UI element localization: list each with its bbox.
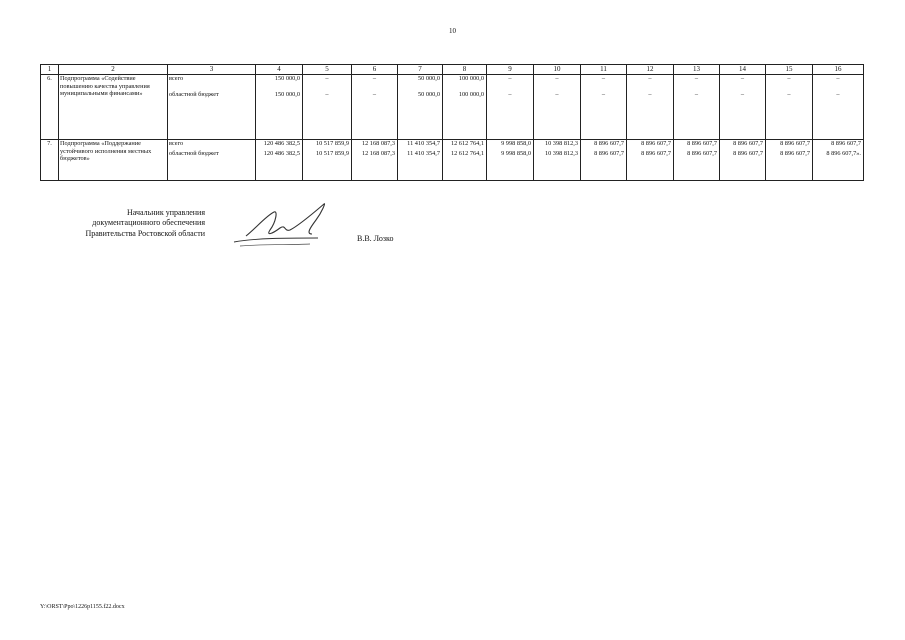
budget-table [40, 64, 864, 181]
file-path: Y:\ORST\Ppo\1226p1155.f22.docx [40, 604, 125, 610]
value-cell: – [303, 74, 352, 91]
table-row [41, 139, 864, 150]
value-cell: 50 000,0 [398, 74, 443, 91]
position-line: Начальник управления [126, 208, 205, 217]
header-cell: 5 [303, 65, 352, 75]
page-number: 10 [449, 27, 456, 35]
value-cell: 8 896 607,7». [813, 150, 864, 181]
value-cell: – [627, 74, 674, 91]
value-cell: – [674, 91, 720, 140]
value-cell: 11 410 354,7 [398, 150, 443, 181]
value-cell: 150 000,0 [256, 74, 303, 91]
value-cell: – [303, 91, 352, 140]
value-cell: 8 896 607,7 [766, 139, 813, 150]
header-cell: 8 [443, 65, 487, 75]
header-cell: 10 [534, 65, 581, 75]
subprogram-name: Подпрограмма «Поддержание устойчивого исполнения местных бюджетов» [59, 139, 168, 180]
value-cell: 9 998 858,0 [487, 139, 534, 150]
funding-source: всего [168, 74, 256, 91]
value-cell: – [487, 91, 534, 140]
header-cell: 12 [627, 65, 674, 75]
signatory-position [40, 208, 205, 239]
header-cell: 6 [352, 65, 398, 75]
header-cell: 7 [398, 65, 443, 75]
value-cell: – [581, 74, 627, 91]
value-cell: 10 398 812,3 [534, 150, 581, 181]
value-cell: – [674, 74, 720, 91]
value-cell: 12 612 764,1 [443, 139, 487, 150]
value-cell: 8 896 607,7 [766, 150, 813, 181]
subprogram-name: Подпрограмма «Содействие повышению качества управления муниципальными финансами» [59, 74, 168, 139]
header-cell: 9 [487, 65, 534, 75]
row-number: 7. [41, 139, 59, 180]
header-cell: 3 [168, 65, 256, 75]
table-row [41, 74, 864, 91]
value-cell: – [720, 91, 766, 140]
header-cell: 14 [720, 65, 766, 75]
value-cell: 50 000,0 [398, 91, 443, 140]
value-cell: 8 896 607,7 [720, 150, 766, 181]
value-cell: 8 896 607,7 [813, 139, 864, 150]
value-cell: – [766, 91, 813, 140]
row-number: 6. [41, 74, 59, 139]
value-cell: 10 398 812,3 [534, 139, 581, 150]
funding-source: всего [168, 139, 256, 150]
value-cell: – [581, 91, 627, 140]
value-cell: 9 998 858,0 [487, 150, 534, 181]
value-cell: 11 410 354,7 [398, 139, 443, 150]
value-cell: 8 896 607,7 [627, 150, 674, 181]
value-cell: 8 896 607,7 [581, 139, 627, 150]
value-cell: 100 000,0 [443, 74, 487, 91]
header-cell: 13 [674, 65, 720, 75]
value-cell: 120 486 382,5 [256, 139, 303, 150]
value-cell: 12 168 087,3 [352, 139, 398, 150]
value-cell: 8 896 607,7 [720, 139, 766, 150]
value-cell: – [534, 91, 581, 140]
header-cell: 1 [41, 65, 59, 75]
funding-source: областной бюджет [168, 150, 256, 181]
header-cell: 16 [813, 65, 864, 75]
value-cell: 120 486 382,5 [256, 150, 303, 181]
value-cell: – [720, 74, 766, 91]
header-cell: 4 [256, 65, 303, 75]
header-cell: 2 [59, 65, 168, 75]
value-cell: – [627, 91, 674, 140]
value-cell: 8 896 607,7 [674, 139, 720, 150]
value-cell: 8 896 607,7 [627, 139, 674, 150]
value-cell: – [352, 74, 398, 91]
value-cell: 100 000,0 [443, 91, 487, 140]
value-cell: – [534, 74, 581, 91]
value-cell: 10 517 859,9 [303, 150, 352, 181]
value-cell: – [487, 74, 534, 91]
value-cell: 10 517 859,9 [303, 139, 352, 150]
value-cell: 8 896 607,7 [674, 150, 720, 181]
value-cell: 12 168 087,3 [352, 150, 398, 181]
value-cell: – [766, 74, 813, 91]
value-cell: – [813, 74, 864, 91]
position-line: Правительства Ростовской области [85, 228, 205, 238]
value-cell: – [352, 91, 398, 140]
value-cell: 12 612 764,1 [443, 150, 487, 181]
value-cell: – [813, 91, 864, 140]
value-cell: 150 000,0 [256, 91, 303, 140]
header-cell: 11 [581, 65, 627, 75]
funding-source: областной бюджет [168, 91, 256, 140]
value-cell: 8 896 607,7 [581, 150, 627, 181]
handwritten-signature [226, 198, 346, 252]
header-cell: 15 [766, 65, 813, 75]
signatory-name: В.В. Лозко [357, 234, 394, 243]
position-line: документационного обеспечения [92, 218, 205, 228]
header-row [41, 65, 864, 75]
